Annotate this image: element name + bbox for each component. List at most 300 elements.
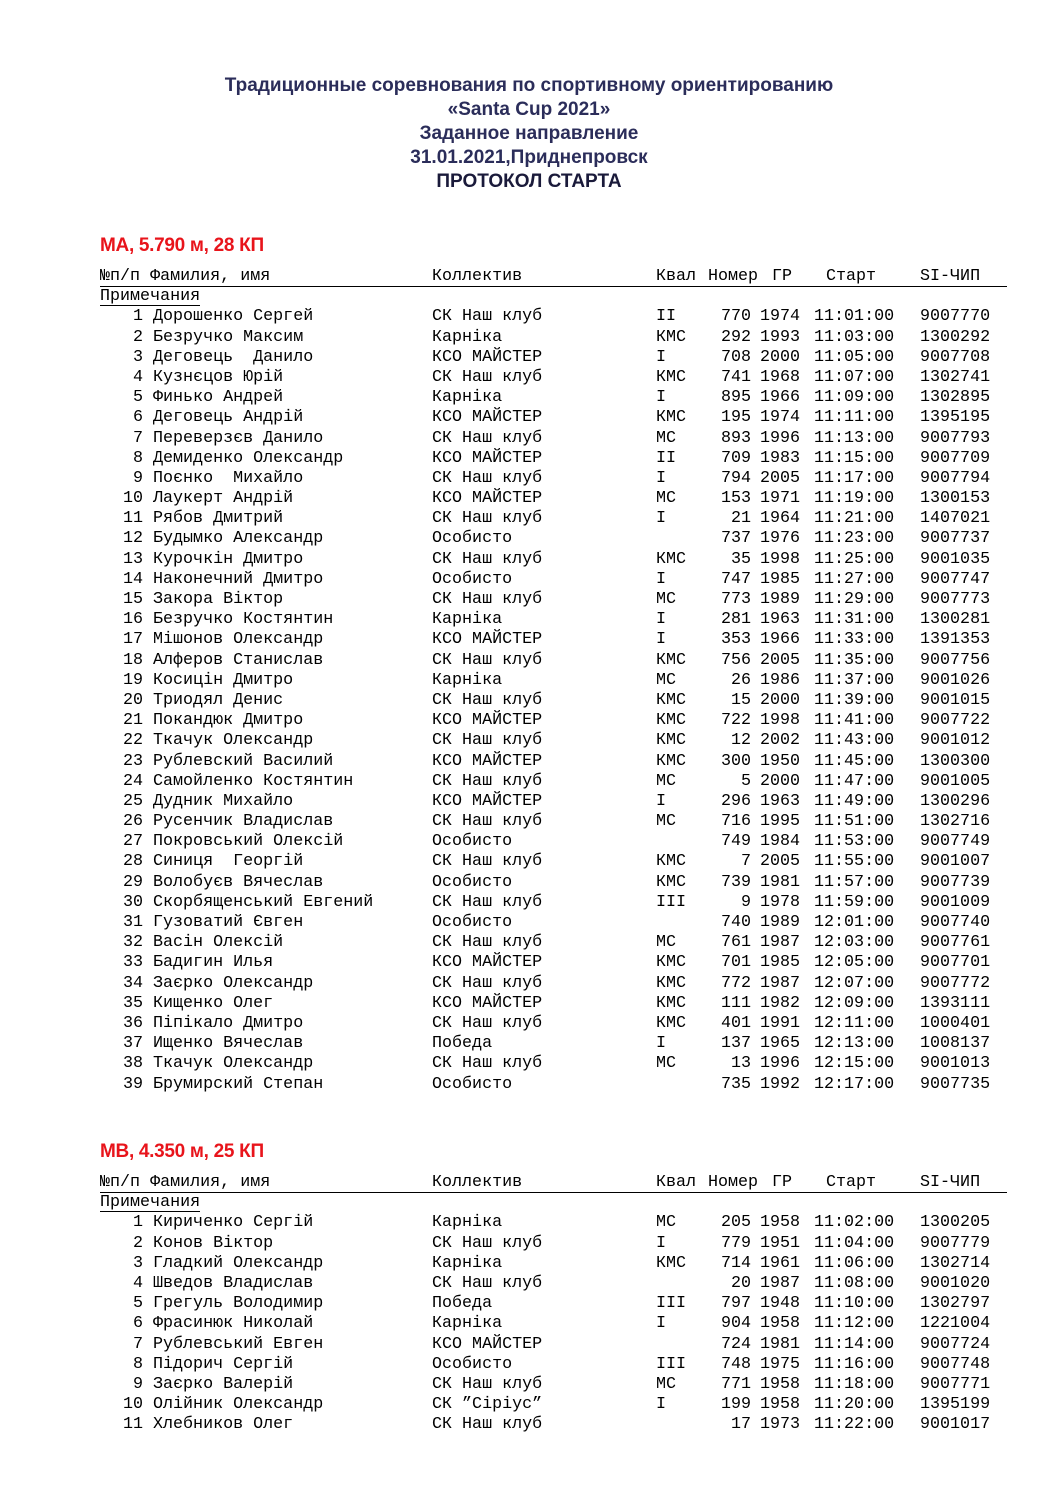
cell-qual: КМС: [656, 872, 687, 892]
cell-chip: 1302741: [920, 367, 991, 387]
cell-name: Заєрко Олександр: [153, 973, 314, 993]
cell-chip: 1008137: [920, 1034, 991, 1054]
cell-start: 11:57:00: [814, 872, 895, 892]
table-row: [100, 1314, 1010, 1334]
cell-year: 1958: [760, 1395, 801, 1415]
cell-name: Гладкий Олександр: [153, 1253, 324, 1273]
cell-n: 27: [122, 832, 143, 852]
cell-bib: 137: [720, 1034, 751, 1054]
cell-chip: 9007724: [920, 1334, 991, 1354]
cell-qual: КМС: [656, 690, 687, 710]
cell-year: 1966: [760, 388, 801, 408]
cell-start: 11:41:00: [814, 711, 895, 731]
column-header-qual: Квал: [656, 267, 697, 286]
cell-name: Кириченко Сергій: [153, 1213, 314, 1233]
cell-bib: 15: [730, 690, 751, 710]
cell-team: СК Наш клуб: [432, 1273, 543, 1293]
cell-year: 1948: [760, 1294, 801, 1314]
cell-team: СК Наш клуб: [432, 428, 543, 448]
notes-label: Примечания: [100, 287, 201, 307]
table-row: [100, 429, 1010, 449]
cell-year: 2005: [760, 852, 801, 872]
event-title: Традиционные соревнования по спортивному ориентированию: [224, 75, 834, 96]
cell-chip: 9007794: [920, 468, 991, 488]
cell-name: Рябов Дмитрий: [153, 509, 284, 529]
cell-start: 12:07:00: [814, 973, 895, 993]
column-header-num-name: №п/п Фамилия, имя: [100, 1173, 271, 1192]
document-type: ПРОТОКОЛ СТАРТА: [436, 171, 622, 192]
cell-n: 10: [122, 1395, 143, 1415]
cell-name: Конов Віктор: [153, 1233, 274, 1253]
cell-chip: 9007739: [920, 872, 991, 892]
cell-n: 5: [132, 388, 143, 408]
cell-name: Алферов Станислав: [153, 650, 324, 670]
cell-year: 1968: [760, 367, 801, 387]
cell-chip: 1395199: [920, 1395, 991, 1415]
cell-year: 1987: [760, 933, 801, 953]
cell-bib: 7: [740, 852, 751, 872]
cell-name: Гузоватий Євген: [153, 913, 304, 932]
table-row: [100, 832, 1010, 852]
cell-start: 11:09:00: [814, 388, 895, 408]
cell-year: 1998: [760, 711, 801, 731]
cell-team: СК Наш клуб: [432, 1374, 543, 1394]
cell-year: 1991: [760, 1013, 801, 1033]
cell-year: 2000: [760, 347, 801, 367]
cell-year: 1981: [760, 1334, 801, 1354]
cell-chip: 1300300: [920, 751, 991, 771]
cell-n: 9: [132, 1374, 143, 1394]
cell-start: 11:11:00: [814, 408, 895, 428]
cell-year: 1992: [760, 1074, 801, 1094]
table-row: [100, 671, 1010, 691]
cell-name: Піпікало Дмитро: [153, 1013, 304, 1033]
cell-bib: 724: [720, 1334, 751, 1354]
cell-name: Деговець Андрій: [153, 408, 304, 428]
cell-start: 12:13:00: [814, 1034, 895, 1054]
cell-chip: 1300281: [920, 610, 991, 630]
cell-name: Безручко Костянтин: [153, 610, 334, 630]
table-row: [100, 1375, 1010, 1395]
table-row: [100, 974, 1010, 994]
table-row: [100, 1234, 1010, 1254]
table-row: [100, 1335, 1010, 1355]
table-row: [100, 509, 1010, 529]
cell-qual: МС: [656, 1213, 677, 1233]
cell-chip: 9007737: [920, 529, 991, 549]
cell-bib: 17: [730, 1415, 751, 1435]
cell-bib: 741: [720, 367, 751, 387]
cell-year: 1974: [760, 408, 801, 428]
cell-chip: 1300153: [920, 489, 991, 509]
table-row: [100, 1034, 1010, 1054]
cell-team: СК Наш клуб: [432, 690, 543, 710]
cell-qual: МС: [656, 590, 677, 609]
cell-bib: 35: [730, 549, 751, 569]
table-row: [100, 873, 1010, 893]
cell-team: СК Наш клуб: [432, 852, 543, 872]
cell-start: 11:07:00: [814, 367, 895, 387]
column-header-year: ГР: [772, 267, 793, 286]
cell-chip: 9007740: [920, 913, 991, 932]
cell-name: Курочкін Дмитро: [153, 549, 304, 569]
cell-n: 34: [122, 973, 143, 993]
cell-team: СК Наш клуб: [432, 731, 543, 751]
cell-start: 12:15:00: [814, 1054, 895, 1074]
cell-year: 2000: [760, 690, 801, 710]
cell-chip: 9001007: [920, 852, 991, 872]
column-header-year: ГР: [772, 1173, 793, 1192]
cell-n: 11: [122, 509, 143, 529]
table-row: [100, 550, 1010, 570]
cell-bib: 205: [720, 1213, 751, 1233]
cell-qual: I: [656, 509, 667, 529]
cell-year: 1963: [760, 610, 801, 630]
cell-chip: 9007709: [920, 448, 991, 468]
cell-name: Ткачук Олександр: [153, 1054, 314, 1074]
cell-start: 11:10:00: [814, 1294, 895, 1314]
cell-n: 16: [122, 610, 143, 630]
cell-start: 11:31:00: [814, 610, 895, 630]
table-row: [100, 408, 1010, 428]
event-name: «Santa Cup 2021»: [447, 99, 611, 120]
cell-bib: 747: [720, 569, 751, 589]
cell-bib: 709: [720, 448, 751, 468]
cell-name: Ткачук Олександр: [153, 731, 314, 751]
cell-name: Олійник Олександр: [153, 1395, 324, 1415]
cell-n: 19: [122, 670, 143, 690]
table-row: [100, 994, 1010, 1014]
cell-start: 11:18:00: [814, 1374, 895, 1394]
cell-qual: КМС: [656, 327, 687, 347]
cell-n: 8: [132, 448, 143, 468]
cell-qual: I: [656, 1034, 667, 1054]
cell-bib: 893: [720, 428, 751, 448]
cell-name: Покандюк Дмитро: [153, 711, 304, 731]
cell-start: 11:29:00: [814, 590, 895, 609]
cell-chip: 1391353: [920, 630, 991, 650]
table-row: [100, 691, 1010, 711]
cell-chip: 9007708: [920, 347, 991, 367]
cell-n: 10: [122, 489, 143, 509]
cell-chip: 1302895: [920, 388, 991, 408]
cell-name: Ищенко Вячеслав: [153, 1034, 304, 1054]
table-row: [100, 1254, 1010, 1274]
cell-bib: 111: [720, 993, 751, 1013]
cell-start: 11:02:00: [814, 1213, 895, 1233]
cell-start: 11:16:00: [814, 1354, 895, 1374]
cell-name: Підорич Сергій: [153, 1354, 294, 1374]
cell-start: 11:35:00: [814, 650, 895, 670]
header-underline: [100, 286, 1007, 287]
cell-n: 17: [122, 630, 143, 650]
cell-year: 1973: [760, 1415, 801, 1435]
cell-n: 37: [122, 1034, 143, 1054]
cell-chip: 9001020: [920, 1273, 991, 1293]
cell-start: 11:12:00: [814, 1314, 895, 1334]
cell-team: Карніка: [432, 1314, 503, 1334]
cell-start: 11:51:00: [814, 812, 895, 832]
cell-chip: 9007770: [920, 307, 991, 327]
cell-chip: 9001005: [920, 771, 991, 791]
cell-team: Особисто: [432, 1354, 513, 1374]
cell-chip: 9007779: [920, 1233, 991, 1253]
cell-qual: II: [656, 448, 677, 468]
cell-year: 1987: [760, 973, 801, 993]
cell-bib: 5: [740, 771, 751, 791]
cell-n: 9: [132, 468, 143, 488]
cell-team: КСО МАЙСТЕР: [432, 630, 543, 650]
table-row: [100, 1054, 1010, 1074]
cell-qual: II: [656, 307, 677, 327]
cell-start: 11:55:00: [814, 852, 895, 872]
cell-chip: 9001012: [920, 731, 991, 751]
cell-team: СК Наш клуб: [432, 650, 543, 670]
cell-n: 25: [122, 791, 143, 811]
cell-n: 3: [132, 1253, 143, 1273]
cell-start: 12:05:00: [814, 953, 895, 973]
cell-qual: КМС: [656, 731, 687, 751]
document-header: [0, 74, 1058, 194]
column-header-row: [100, 267, 1010, 287]
cell-qual: КМС: [656, 852, 687, 872]
cell-year: 1951: [760, 1233, 801, 1253]
cell-chip: 1300296: [920, 791, 991, 811]
cell-chip: 9007772: [920, 973, 991, 993]
cell-chip: 1395195: [920, 408, 991, 428]
cell-qual: КМС: [656, 650, 687, 670]
cell-name: Скорбященський Евгений: [153, 892, 374, 912]
cell-chip: 9007761: [920, 933, 991, 953]
start-group-mb: [100, 1140, 1010, 1435]
cell-chip: 9007701: [920, 953, 991, 973]
cell-year: 1993: [760, 327, 801, 347]
cell-team: СК Наш клуб: [432, 1233, 543, 1253]
table-row: [100, 1395, 1010, 1415]
cell-start: 11:47:00: [814, 771, 895, 791]
column-header-start: Старт: [826, 1173, 877, 1192]
cell-team: Карніка: [432, 327, 503, 347]
column-header-bib: Номер: [708, 267, 759, 286]
cell-start: 11:15:00: [814, 448, 895, 468]
cell-n: 8: [132, 1354, 143, 1374]
cell-year: 1950: [760, 751, 801, 771]
cell-bib: 895: [720, 388, 751, 408]
cell-name: Васін Олексій: [153, 933, 284, 953]
cell-n: 20: [122, 690, 143, 710]
cell-team: КСО МАЙСТЕР: [432, 448, 543, 468]
table-row: [100, 610, 1010, 630]
cell-team: КСО МАЙСТЕР: [432, 953, 543, 973]
table-row: [100, 913, 1010, 933]
cell-team: КСО МАЙСТЕР: [432, 347, 543, 367]
table-row: [100, 651, 1010, 671]
cell-year: 1971: [760, 489, 801, 509]
cell-year: 1996: [760, 1054, 801, 1074]
cell-team: КСО МАЙСТЕР: [432, 751, 543, 771]
cell-team: СК Наш клуб: [432, 1415, 543, 1435]
cell-bib: 20: [730, 1273, 751, 1293]
cell-name: Триодял Денис: [153, 690, 284, 710]
cell-n: 32: [122, 933, 143, 953]
cell-n: 23: [122, 751, 143, 771]
table-row: [100, 852, 1010, 872]
column-header-row: [100, 1173, 1010, 1193]
cell-bib: 904: [720, 1314, 751, 1334]
cell-bib: 735: [720, 1074, 751, 1094]
cell-team: Особисто: [432, 872, 513, 892]
cell-team: КСО МАЙСТЕР: [432, 711, 543, 731]
cell-team: КСО МАЙСТЕР: [432, 1334, 543, 1354]
cell-n: 15: [122, 590, 143, 609]
cell-name: Поєнко Михайло: [153, 468, 304, 488]
cell-qual: КМС: [656, 1253, 687, 1273]
cell-year: 1965: [760, 1034, 801, 1054]
cell-team: СК Наш клуб: [432, 973, 543, 993]
cell-team: СК Наш клуб: [432, 509, 543, 529]
cell-start: 11:27:00: [814, 569, 895, 589]
cell-year: 2005: [760, 468, 801, 488]
cell-n: 5: [132, 1294, 143, 1314]
cell-bib: 701: [720, 953, 751, 973]
cell-name: Рублевський Евген: [153, 1334, 324, 1354]
cell-chip: 9007735: [920, 1074, 991, 1094]
cell-team: Победа: [432, 1034, 493, 1054]
cell-chip: 1407021: [920, 509, 991, 529]
cell-chip: 9007773: [920, 590, 991, 609]
header-underline: [100, 1192, 1007, 1193]
cell-team: КСО МАЙСТЕР: [432, 791, 543, 811]
cell-name: Финько Андрей: [153, 388, 284, 408]
cell-name: Мішонов Олександр: [153, 630, 324, 650]
table-row: [100, 933, 1010, 953]
cell-n: 1: [132, 1213, 143, 1233]
cell-bib: 292: [720, 327, 751, 347]
cell-n: 18: [122, 650, 143, 670]
cell-chip: 9007722: [920, 711, 991, 731]
cell-n: 6: [132, 1314, 143, 1334]
cell-team: Карніка: [432, 670, 503, 690]
cell-n: 11: [122, 1415, 143, 1435]
column-header-num-name: №п/п Фамилия, имя: [100, 267, 271, 286]
table-row: [100, 953, 1010, 973]
cell-name: Дудник Михайло: [153, 791, 294, 811]
cell-chip: 9001017: [920, 1415, 991, 1435]
cell-qual: I: [656, 630, 667, 650]
cell-start: 11:13:00: [814, 428, 895, 448]
cell-n: 30: [122, 892, 143, 912]
notes-header: [100, 287, 1010, 307]
cell-bib: 281: [720, 610, 751, 630]
notes-label: Примечания: [100, 1193, 201, 1213]
table-row: [100, 630, 1010, 650]
table-row: [100, 711, 1010, 731]
cell-start: 11:23:00: [814, 529, 895, 549]
cell-bib: 296: [720, 791, 751, 811]
cell-n: 13: [122, 549, 143, 569]
table-row: [100, 590, 1010, 610]
cell-qual: I: [656, 1233, 667, 1253]
cell-bib: 761: [720, 933, 751, 953]
cell-n: 28: [122, 852, 143, 872]
cell-start: 11:17:00: [814, 468, 895, 488]
cell-name: Демиденко Олександр: [153, 448, 344, 468]
cell-year: 1981: [760, 872, 801, 892]
table-row: [100, 348, 1010, 368]
table-row: [100, 731, 1010, 751]
cell-team: Особисто: [432, 1074, 513, 1094]
cell-n: 4: [132, 1273, 143, 1293]
cell-year: 1986: [760, 670, 801, 690]
cell-team: СК Наш клуб: [432, 771, 543, 791]
cell-start: 11:05:00: [814, 347, 895, 367]
notes-header: [100, 1193, 1010, 1213]
cell-name: Кузнєцов Юрій: [153, 367, 284, 387]
cell-n: 12: [122, 529, 143, 549]
cell-bib: 401: [720, 1013, 751, 1033]
cell-qual: МС: [656, 489, 677, 509]
cell-bib: 772: [720, 973, 751, 993]
cell-start: 11:06:00: [814, 1253, 895, 1273]
cell-start: 11:59:00: [814, 892, 895, 912]
cell-start: 11:22:00: [814, 1415, 895, 1435]
cell-bib: 199: [720, 1395, 751, 1415]
cell-bib: 9: [740, 892, 751, 912]
cell-bib: 748: [720, 1354, 751, 1374]
cell-start: 11:53:00: [814, 832, 895, 852]
column-header-chip: SI-ЧИП: [920, 1173, 981, 1192]
cell-year: 1976: [760, 529, 801, 549]
group-title: МВ, 4.350 м, 25 КП: [100, 1141, 264, 1162]
cell-bib: 739: [720, 872, 751, 892]
cell-n: 7: [132, 1334, 143, 1354]
cell-qual: КМС: [656, 408, 687, 428]
table-row: [100, 1075, 1010, 1095]
cell-n: 26: [122, 812, 143, 832]
cell-bib: 153: [720, 489, 751, 509]
cell-year: 1958: [760, 1314, 801, 1334]
table-row: [100, 1294, 1010, 1314]
cell-qual: КМС: [656, 1013, 687, 1033]
cell-year: 1958: [760, 1374, 801, 1394]
cell-bib: 756: [720, 650, 751, 670]
cell-year: 2000: [760, 771, 801, 791]
cell-team: Особисто: [432, 832, 513, 852]
cell-qual: III: [656, 1294, 687, 1314]
cell-qual: КМС: [656, 549, 687, 569]
cell-team: Карніка: [432, 1253, 503, 1273]
cell-start: 11:19:00: [814, 489, 895, 509]
cell-bib: 797: [720, 1294, 751, 1314]
cell-qual: I: [656, 610, 667, 630]
cell-year: 1984: [760, 832, 801, 852]
cell-year: 1985: [760, 569, 801, 589]
cell-bib: 737: [720, 529, 751, 549]
cell-n: 39: [122, 1074, 143, 1094]
cell-start: 12:01:00: [814, 913, 895, 932]
cell-bib: 794: [720, 468, 751, 488]
cell-qual: I: [656, 388, 667, 408]
cell-bib: 300: [720, 751, 751, 771]
cell-year: 1987: [760, 1273, 801, 1293]
cell-qual: КМС: [656, 367, 687, 387]
cell-chip: 1300205: [920, 1213, 991, 1233]
table-row: [100, 328, 1010, 348]
table-row: [100, 570, 1010, 590]
cell-team: Карніка: [432, 1213, 503, 1233]
cell-team: СК Наш клуб: [432, 367, 543, 387]
cell-n: 38: [122, 1054, 143, 1074]
